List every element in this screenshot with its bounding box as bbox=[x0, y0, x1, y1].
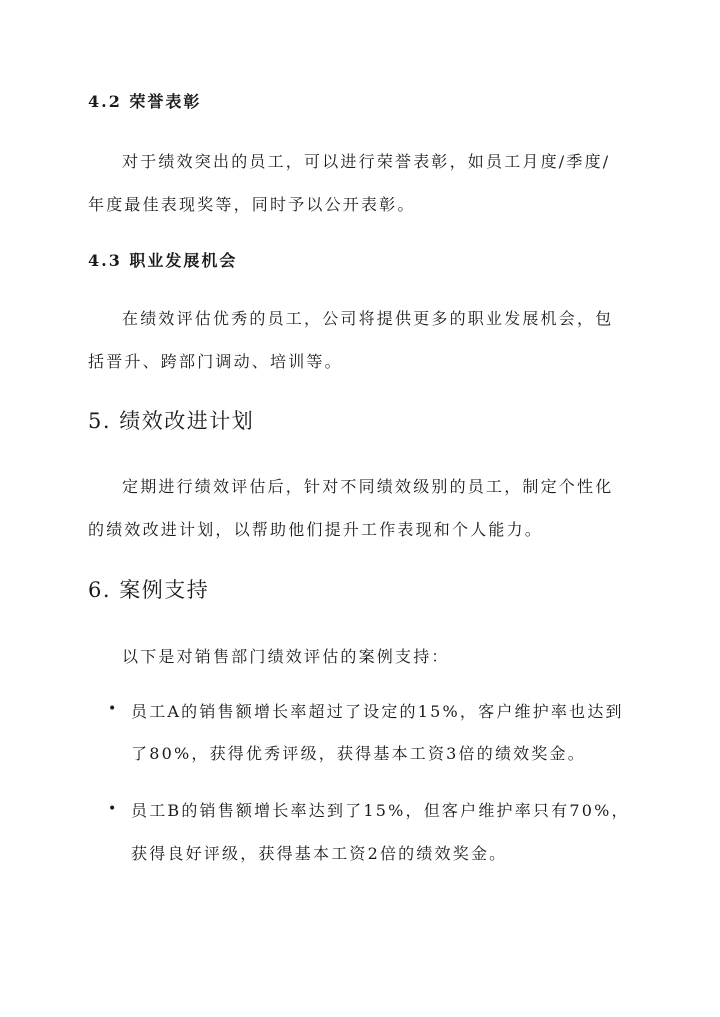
bullet-icon: • bbox=[108, 701, 117, 717]
paragraph-line: 年度最佳表现奖等，同时予以公开表彰。 bbox=[88, 195, 416, 214]
paragraph-line: 在绩效评估优秀的员工，公司将提供更多的职业发展机会，包 bbox=[122, 309, 614, 328]
list-item-line: 获得良好评级，获得基本工资2倍的绩效奖金。 bbox=[131, 844, 508, 863]
section-heading-4-3: 4.3 职业发展机会 bbox=[88, 251, 238, 270]
paragraph-line: 的绩效改进计划，以帮助他们提升工作表现和个人能力。 bbox=[88, 520, 544, 539]
section-heading-5: 5. 绩效改进计划 bbox=[88, 409, 255, 433]
section-heading-4-2: 4.2 荣誉表彰 bbox=[88, 92, 202, 111]
bullet-icon: • bbox=[108, 801, 117, 817]
list-item-line: 员工B的销售额增长率达到了15%，但客户维护率只有70%， bbox=[131, 801, 630, 820]
section-heading-6: 6. 案例支持 bbox=[88, 578, 210, 602]
paragraph-line: 定期进行绩效评估后，针对不同绩效级别的员工，制定个性化 bbox=[122, 477, 614, 496]
paragraph-line: 括晋升、跨部门调动、培训等。 bbox=[88, 352, 343, 371]
list-item-line: 员工A的销售额增长率超过了设定的15%，客户维护率也达到 bbox=[131, 702, 624, 721]
list-item-line: 了80%，获得优秀评级，获得基本工资3倍的绩效奖金。 bbox=[131, 744, 586, 763]
paragraph-line: 对于绩效突出的员工，可以进行荣誉表彰，如员工月度/季度/ bbox=[122, 152, 611, 171]
intro-text: 以下是对销售部门绩效评估的案例支持： bbox=[122, 647, 450, 666]
